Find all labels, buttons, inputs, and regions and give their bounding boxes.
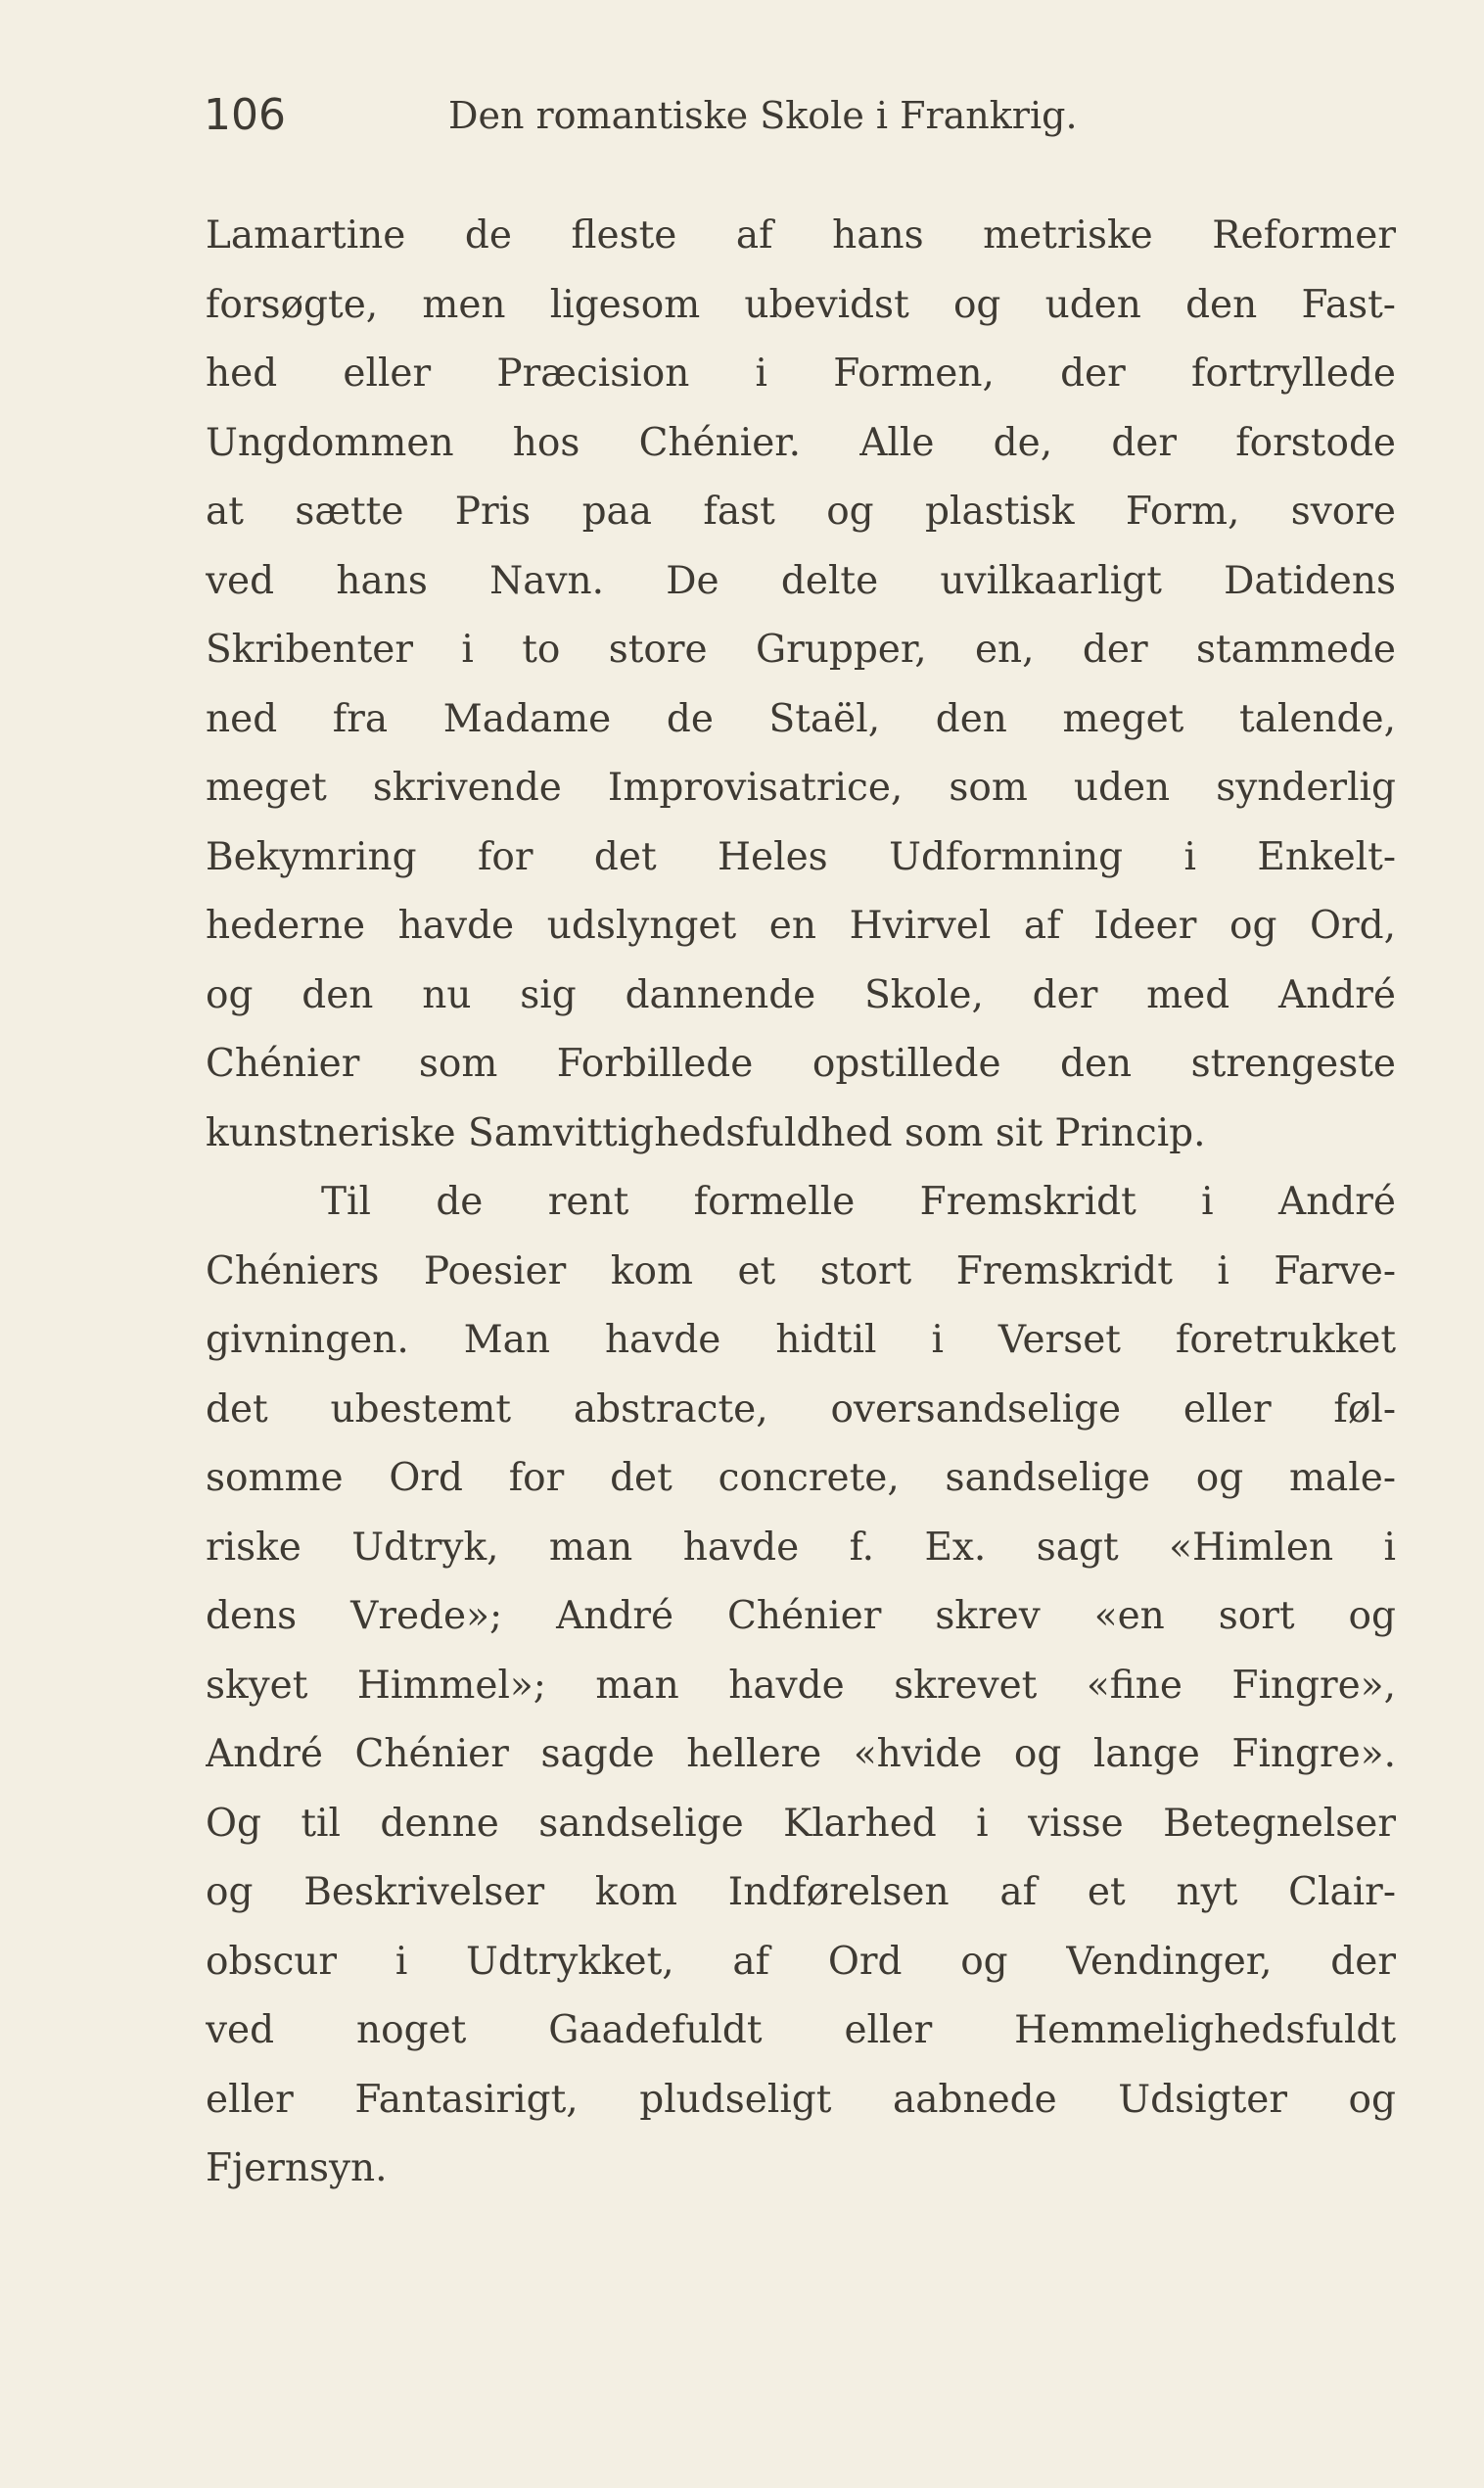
text-line: Lamartine de fleste af hans metriske Reformer [206, 213, 1396, 258]
text-line: kunstneriske Samvittighedsfuldhed som sit Princip. [206, 1110, 1206, 1155]
paragraph-first-line: Til de rent formelle Fremskridt i André [321, 1180, 1396, 1224]
text-line: Chénier som Forbillede opstillede den strengeste [206, 1042, 1396, 1086]
text-line: hed eller Præcision i Formen, der fortryllede [206, 352, 1396, 396]
text-line: Fjernsyn. [206, 2146, 388, 2190]
body-text [206, 202, 1396, 2204]
text-line: forsøgte, men ligesom ubevidst og uden den Fast- [206, 282, 1396, 327]
text-line: hederne havde udslynget en Hvirvel af Ideer og Ord, [206, 904, 1396, 948]
text-line: Bekymring for det Heles Udformning i Enkelt- [206, 834, 1396, 879]
text-line: meget skrivende Improvisatrice, som uden synderlig [206, 766, 1396, 810]
text-line: eller Fantasirigt, pludseligt aabnede Udsigter og [206, 2077, 1396, 2122]
text-line: Skribenter i to store Grupper, en, der stammede [206, 628, 1396, 672]
text-line: givningen. Man havde hidtil i Verset foretrukket [206, 1318, 1396, 1362]
text-line: somme Ord for det concrete, sandselige og male- [206, 1456, 1396, 1500]
text-line: dens Vrede»; André Chénier skrev «en sort og [206, 1594, 1396, 1638]
text-line: Ungdommen hos Chénier. Alle de, der forstode [206, 420, 1396, 465]
text-line: og den nu sig dannende Skole, der med André [206, 972, 1396, 1017]
text-line: Og til denne sandselige Klarhed i visse Betegnelser [206, 1801, 1396, 1846]
text-line: ned fra Madame de Staël, den meget talende, [206, 696, 1396, 741]
text-line: André Chénier sagde hellere «hvide og lange Fingre». [206, 1732, 1396, 1776]
text-line: ved noget Gaadefuldt eller Hemmelighedsfuldt [206, 2008, 1396, 2052]
text-line: Chéniers Poesier kom et stort Fremskridt i Farve- [206, 1248, 1396, 1293]
text-line: og Beskrivelser kom Indførelsen af et nyt Clair- [206, 1870, 1396, 1914]
page-header [204, 86, 1183, 145]
page-number: 106 [204, 90, 286, 140]
text-line: skyet Himmel»; man havde skrevet «fine Fingre», [206, 1663, 1396, 1708]
text-line: ved hans Navn. De delte uvilkaarligt Datidens [206, 558, 1396, 603]
running-title: Den romantiske Skole i Frankrig. [448, 94, 1078, 137]
text-line: at sætte Pris paa fast og plastisk Form, svore [206, 490, 1396, 534]
text-line: riske Udtryk, man havde f. Ex. sagt «Himlen i [206, 1525, 1396, 1570]
text-line: obscur i Udtrykket, af Ord og Vendinger, der [206, 1939, 1396, 1984]
text-line: det ubestemt abstracte, oversandselige eller føl- [206, 1386, 1396, 1432]
